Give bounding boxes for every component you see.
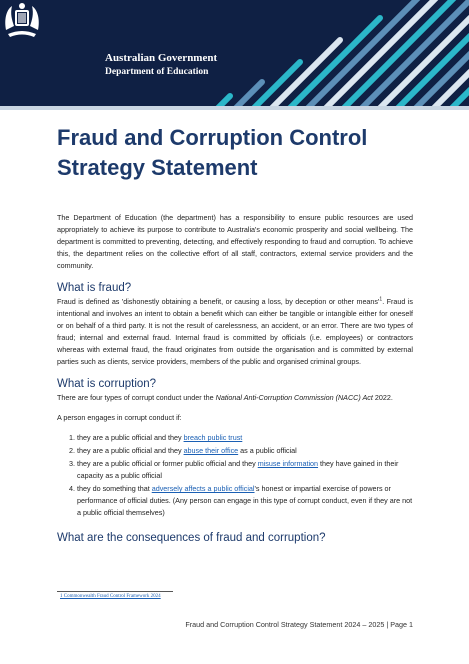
link-misuse-information[interactable]: misuse information — [257, 459, 319, 468]
fraud-paragraph — [57, 296, 413, 368]
document-body — [57, 212, 413, 546]
act-name: National Anti-Corruption Commission (NACC) Act — [215, 393, 373, 402]
footnote-divider — [57, 591, 173, 592]
corruption-text-start: There are four types of corrupt conduct under the — [57, 393, 216, 402]
list-item-text: they are a public official and they — [77, 433, 184, 442]
list-item-text: they are a public official and they — [77, 446, 184, 455]
diagonal-stripes-graphic — [0, 0, 469, 110]
banner-divider — [0, 106, 469, 110]
department-name: Department of Education — [105, 67, 209, 77]
list-item — [77, 432, 413, 444]
coat-of-arms-icon — [0, 0, 44, 42]
corrupt-conduct-list — [57, 432, 413, 519]
footnote-marker[interactable]: 1 — [379, 296, 383, 303]
link-adversely-affects-official[interactable]: adversely affects a public official — [151, 484, 255, 493]
header-banner — [0, 0, 469, 110]
link-abuse-their-office[interactable]: abuse their office — [183, 446, 239, 455]
list-item-text: they are a public official or former public official and they — [77, 459, 258, 468]
page-footer: Fraud and Corruption Control Strategy Statement 2024 – 2025 | Page 1 — [185, 620, 413, 629]
fraud-text-start: Fraud is defined as 'dishonestly obtaining a benefit, or causing a loss, by deception or other means' — [57, 297, 380, 306]
title-line-2: Strategy Statement — [57, 155, 258, 180]
consequences-heading: What are the consequences of fraud and corruption? — [57, 532, 326, 544]
fraud-text-end: . Fraud is intentional and involves an intent to obtain a benefit which can either be tangible or intangible either for oneself or on behalf of a third party. It is not the result of carelessness, an accident, or an error. There are two types of fraud; internal and external fraud. Internal fraud is committed by officials (i.e. employees) or contractors whereas with external fraud, the fraud originates from outside the organisation and is committed by external parties such as clients, service providers, members of the public and organised criminal groups. — [57, 297, 413, 366]
corrupt-conduct-lead: A person engages in corrupt conduct if: — [57, 413, 182, 422]
corruption-paragraph — [57, 392, 413, 404]
list-item — [77, 445, 413, 457]
footnote-link[interactable]: 1 Commonwealth Fraud Control Framework 2024 — [60, 594, 161, 599]
list-item-text: 's honest or impartial exercise of powers or performance of official duties. (Any person can engage in this type of corrupt conduct, even if they are not a public official themselves) — [77, 484, 413, 517]
fraud-heading: What is fraud? — [57, 282, 132, 294]
list-item — [77, 458, 413, 482]
list-item — [77, 483, 413, 519]
government-logotype — [105, 52, 217, 79]
list-item-text: they do something that — [77, 484, 152, 493]
list-item-text: they have gained in their capacity as a public official — [77, 459, 399, 480]
list-item-text: as a public official — [238, 446, 297, 455]
link-breach-public-trust[interactable]: breach public trust — [183, 433, 243, 442]
gov-name: Australian Government — [105, 52, 218, 64]
title-line-1: Fraud and Corruption Control — [57, 125, 368, 150]
corruption-text-end: 2022. — [372, 393, 393, 402]
page-title — [57, 123, 417, 183]
corruption-heading: What is corruption? — [57, 378, 157, 390]
intro-paragraph: The Department of Education (the department) has a responsibility to ensure public resources are used appropriately to achieve its purpose to contribute to Australia's economic prosperity and social wellbeing. The department is committed to preventing, detecting, and effectively responding to fraud and corruption. To achieve this, the department relies on the collective effort of all staff, contractors, external service providers and the community. — [57, 213, 413, 270]
